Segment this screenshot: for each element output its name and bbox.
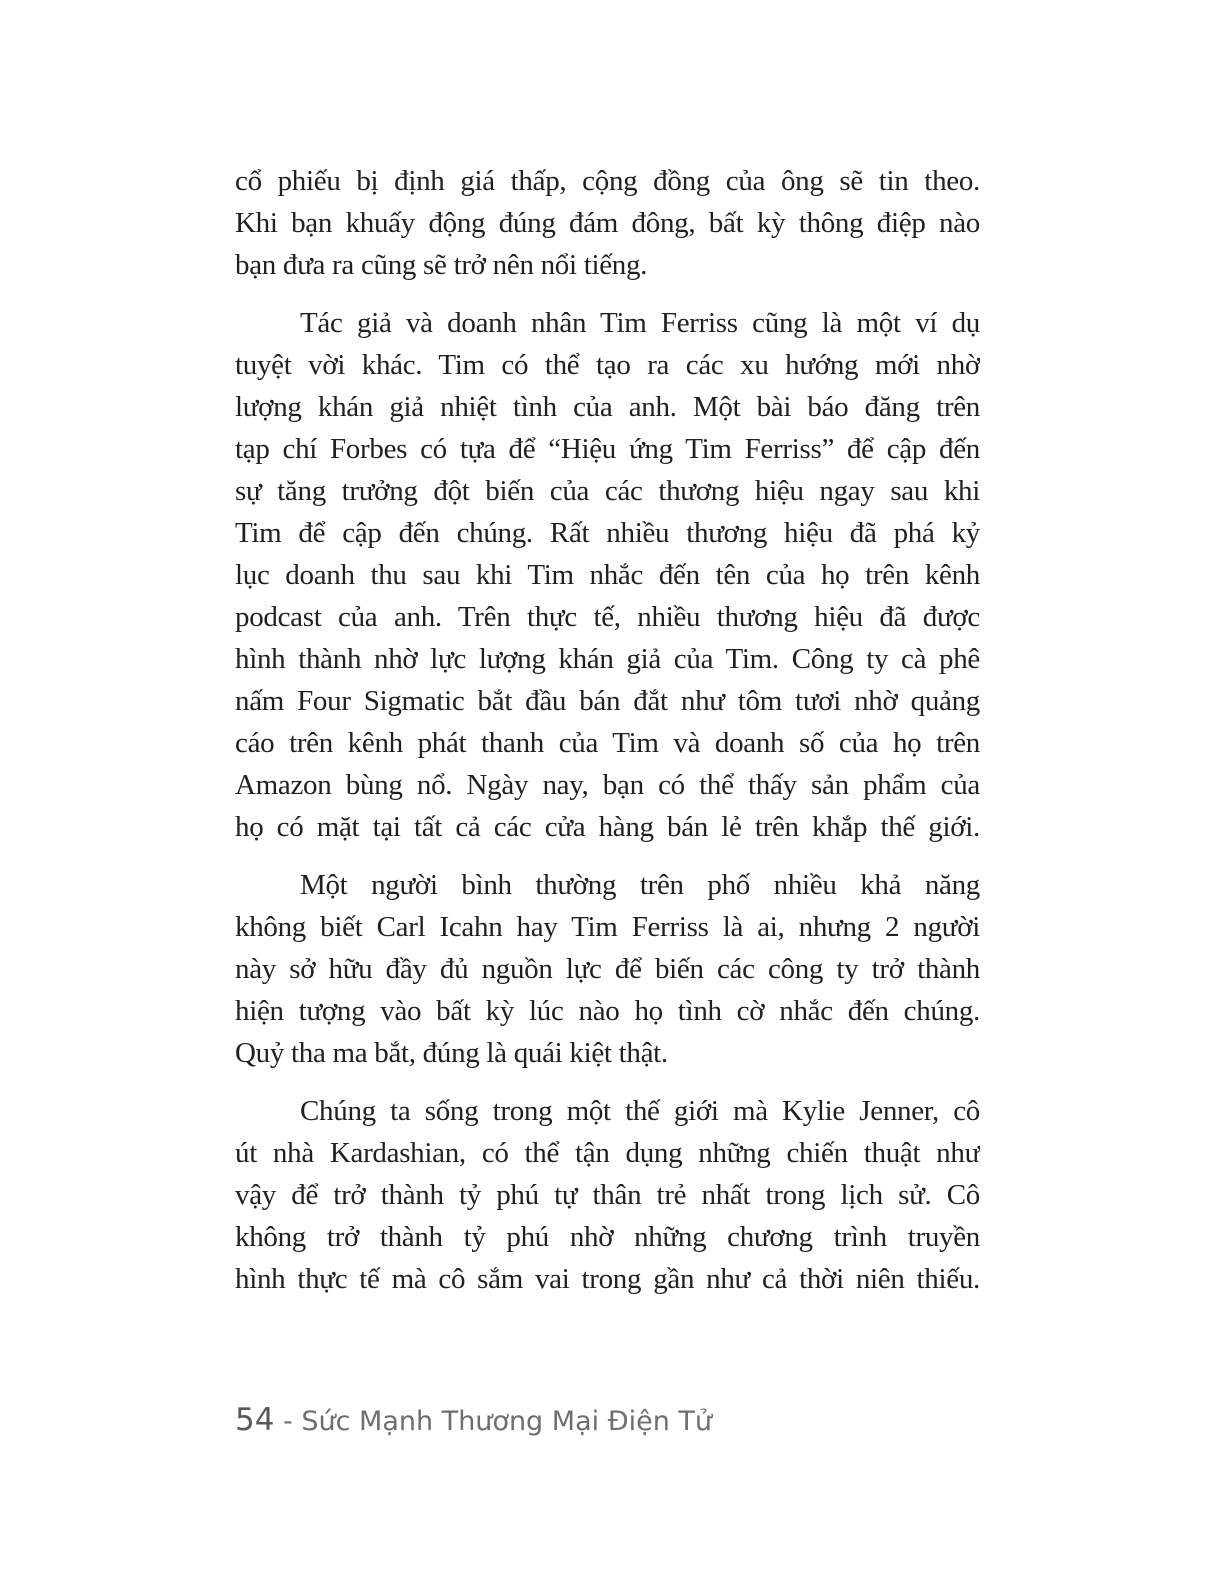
text-line: này sở hữu đầy đủ nguồn lực để biến các công ty trở thành [235, 953, 980, 985]
text-line: Amazon bùng nổ. Ngày nay, bạn có thể thấy sản phẩm của [235, 769, 980, 801]
text-line: không biết Carl Icahn hay Tim Ferriss là ai, nhưng 2 người [235, 911, 980, 943]
text-line: tuyệt vời khác. Tim có thể tạo ra các xu hướng mới nhờ [235, 349, 980, 381]
text-line: Tác giả và doanh nhân Tim Ferriss cũng là một ví dụ [300, 307, 980, 339]
text-line: bạn đưa ra cũng sẽ trở nên nổi tiếng. [235, 249, 648, 281]
text-line: út nhà Kardashian, có thể tận dụng những chiến thuật như [235, 1137, 980, 1169]
text-line: podcast của anh. Trên thực tế, nhiều thương hiệu đã được [235, 601, 980, 633]
text-line: hiện tượng vào bất kỳ lúc nào họ tình cờ nhắc đến chúng. [235, 995, 980, 1027]
footer-separator: - [274, 1406, 302, 1437]
page-footer [235, 1402, 712, 1438]
page-number: 54 [235, 1402, 275, 1438]
text-line: tạp chí Forbes có tựa để “Hiệu ứng Tim Ferriss” để cập đến [235, 433, 980, 465]
paragraph [235, 302, 980, 848]
paragraph [235, 1090, 980, 1300]
text-line: hình thành nhờ lực lượng khán giả của Tim. Công ty cà phê [235, 643, 980, 675]
text-line: Chúng ta sống trong một thế giới mà Kylie Jenner, cô [300, 1095, 980, 1127]
text-line: Một người bình thường trên phố nhiều khả năng [300, 869, 980, 901]
paragraph [235, 864, 980, 1074]
text-line: Quỷ tha ma bắt, đúng là quái kiệt thật. [235, 1037, 668, 1069]
text-line: sự tăng trưởng đột biến của các thương hiệu ngay sau khi [235, 475, 980, 507]
text-line: Khi bạn khuấy động đúng đám đông, bất kỳ thông điệp nào [235, 207, 980, 239]
text-line: lượng khán giả nhiệt tình của anh. Một bài báo đăng trên [235, 391, 980, 423]
paragraph [235, 160, 980, 286]
text-line: lục doanh thu sau khi Tim nhắc đến tên của họ trên kênh [235, 559, 980, 591]
text-line: không trở thành tỷ phú nhờ những chương trình truyền [235, 1221, 980, 1253]
book-title: Sức Mạnh Thương Mại Điện Tử [301, 1406, 713, 1437]
body-text [235, 160, 980, 1300]
text-line: Tim để cập đến chúng. Rất nhiều thương hiệu đã phá kỷ [235, 517, 980, 549]
text-line: vậy để trở thành tỷ phú tự thân trẻ nhất trong lịch sử. Cô [235, 1179, 980, 1211]
text-line: hình thực tế mà cô sắm vai trong gần như cả thời niên thiếu. [235, 1263, 980, 1295]
text-line: họ có mặt tại tất cả các cửa hàng bán lẻ trên khắp thế giới. [235, 811, 980, 843]
text-line: nấm Four Sigmatic bắt đầu bán đắt như tôm tươi nhờ quảng [235, 685, 980, 717]
text-line: cổ phiếu bị định giá thấp, cộng đồng của ông sẽ tin theo. [235, 165, 980, 197]
text-line: cáo trên kênh phát thanh của Tim và doanh số của họ trên [235, 727, 980, 759]
